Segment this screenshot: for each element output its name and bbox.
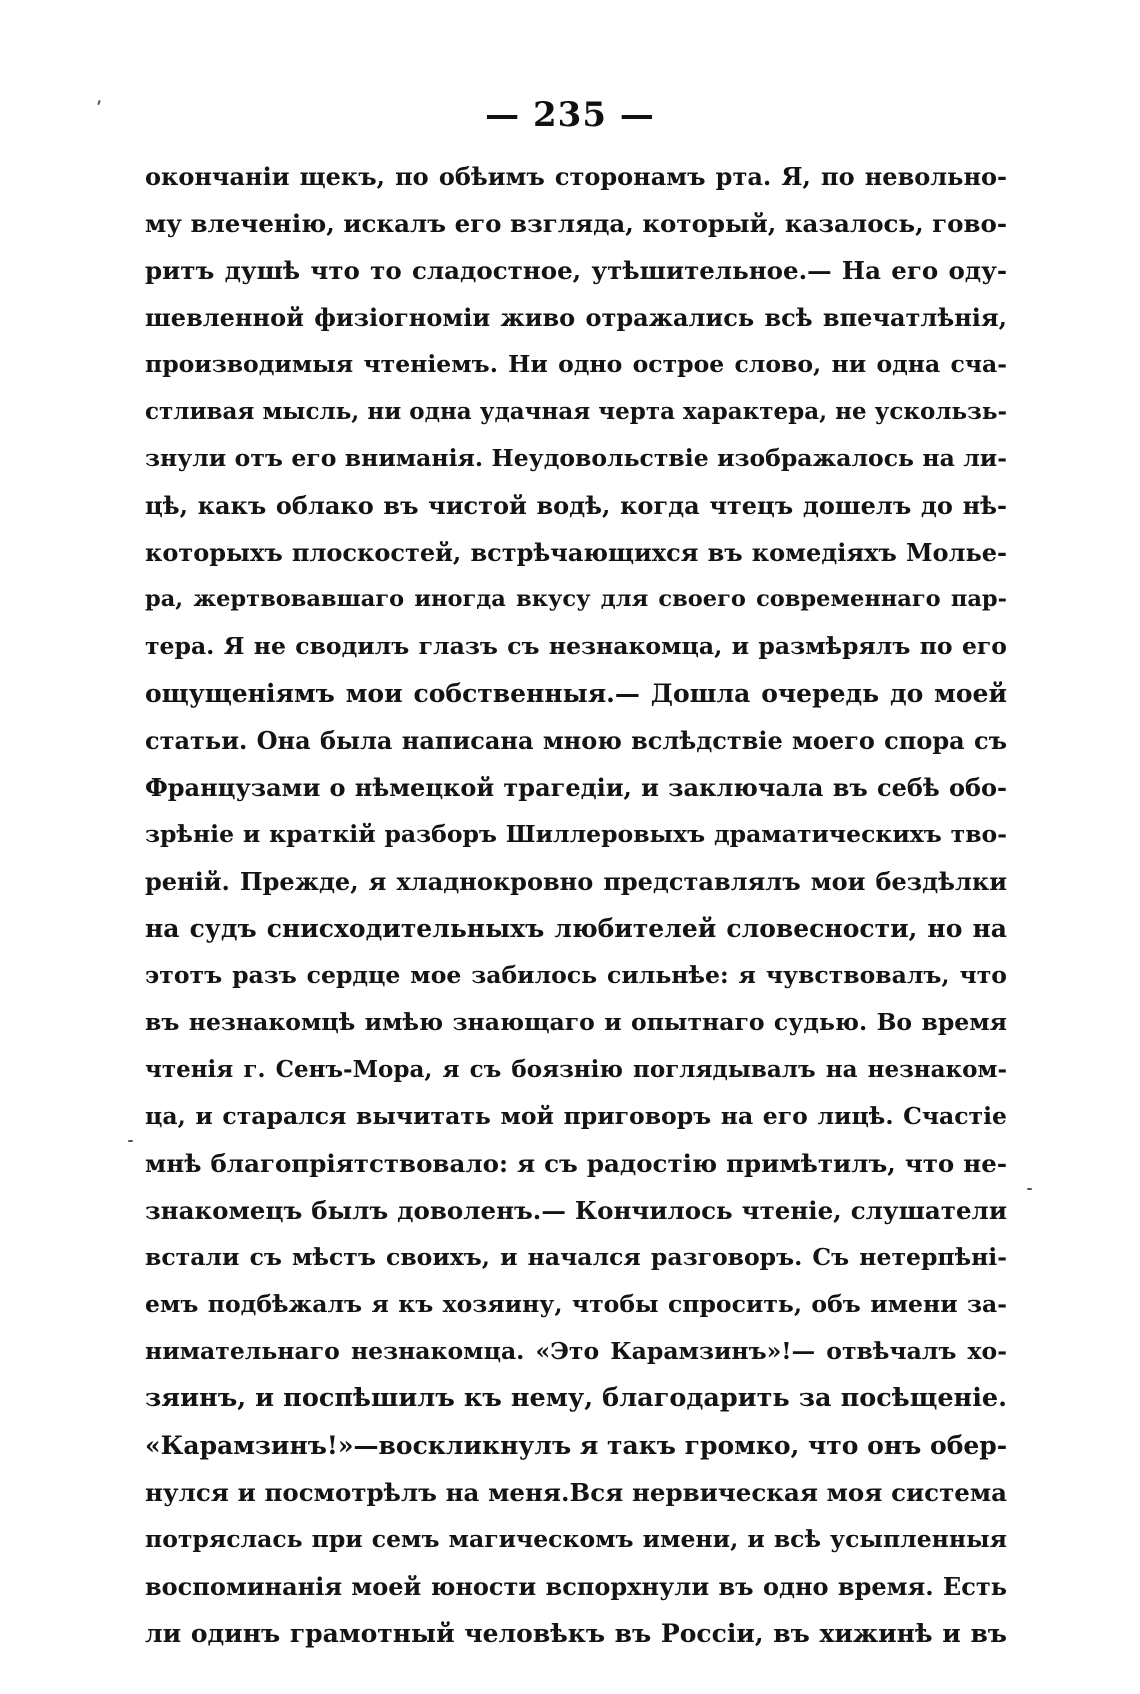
text-line: Французами о нѣмецкой трагедіи, и заключала въ себѣ обо- [145,773,1007,802]
text-line: знакомецъ былъ доволенъ.— Кончилось чтеніе, слушатели [145,1196,1007,1225]
text-line: на судъ снисходительныхъ любителей словесности, но на [145,914,1007,943]
text-line: ритъ душѣ что то сладостное, утѣшительное.— На его оду- [145,256,1007,285]
text-line: знули отъ его вниманія. Неудовольствіе изображалось на ли- [145,444,1007,472]
text-line: этотъ разъ сердце мое забилось сильнѣе: я чувствовалъ, что [145,961,1007,989]
text-line: мнѣ благопріятствовало: я съ радостію примѣтилъ, что не- [145,1149,1007,1178]
text-line: чтенія г. Сенъ-Мора, я съ боязнію поглядывалъ на незнаком- [145,1056,1007,1083]
text-line: нулся и посмотрѣлъ на меня.Вся нервическая моя система [145,1478,1007,1507]
text-line: воспоминанія моей юности вспорхнули въ одно время. Есть [145,1572,1007,1601]
text-line: ощущеніямъ мои собственныя.— Дошла очередь до моей [145,679,1007,708]
text-line: ца, и старался вычитать мой приговоръ на его лицѣ. Счастіе [145,1102,1007,1130]
text-line: ра, жертвовавшаго иногда вкусу для своего современнаго пар- [145,586,1007,612]
text-line: му влеченію, искалъ его взгляда, который, казалось, гово- [145,209,1007,238]
text-line: въ незнакомцѣ имѣю знающаго и опытнаго судью. Во время [145,1008,1007,1036]
scan-speck [1027,1188,1032,1190]
text-line: зяинъ, и поспѣшилъ къ нему, благодарить за посѣщеніе. [145,1383,1007,1413]
text-line: которыхъ плоскостей, встрѣчающихся въ комедіяхъ Молье- [145,538,1007,567]
text-line: нимательнаго незнакомца. «Это Карамзинъ»!— отвѣчалъ хо- [145,1337,1007,1365]
text-line: шевленной физіогноміи живо отражались всѣ впечатлѣнія, [145,303,1007,332]
scan-speck [128,1140,133,1142]
text-line: «Карамзинъ!»—воскликнулъ я такъ громко, что онъ обер- [145,1431,1007,1460]
text-line: потряслась при семъ магическомъ имени, и всѣ усыпленныя [145,1525,1007,1553]
text-line: встали съ мѣстъ своихъ, и начался разговоръ. Съ нетерпѣні- [145,1243,1007,1271]
text-line: реній. Прежде, я хладнокровно представлялъ мои бездѣлки [145,867,1007,896]
text-line: окончаніи щекъ, по обѣимъ сторонамъ рта. Я, по невольно- [145,162,1007,191]
page-number: — 235 — [485,95,655,135]
text-line: емъ подбѣжалъ я къ хозяину, чтобы спросить, объ имени за- [145,1290,1007,1318]
text-line: статьи. Она была написана мною вслѣдствіе моего спора съ [145,726,1007,755]
text-line: стливая мысль, ни одна удачная черта характера, не ускользь- [145,398,1007,425]
text-line: цѣ, какъ облако въ чистой водѣ, когда чтецъ дошелъ до нѣ- [145,491,1007,520]
text-line: производимыя чтеніемъ. Ни одно острое слово, ни одна сча- [145,350,1007,378]
text-line: тера. Я не сводилъ глазъ съ незнакомца, и размѣрялъ по его [145,632,1007,660]
text-line: ли одинъ грамотный человѣкъ въ Россіи, въ хижинѣ и въ [145,1619,1007,1648]
body-text [145,153,1007,1657]
text-line: зрѣніе и краткій разборъ Шиллеровыхъ драматическихъ тво- [145,820,1007,848]
